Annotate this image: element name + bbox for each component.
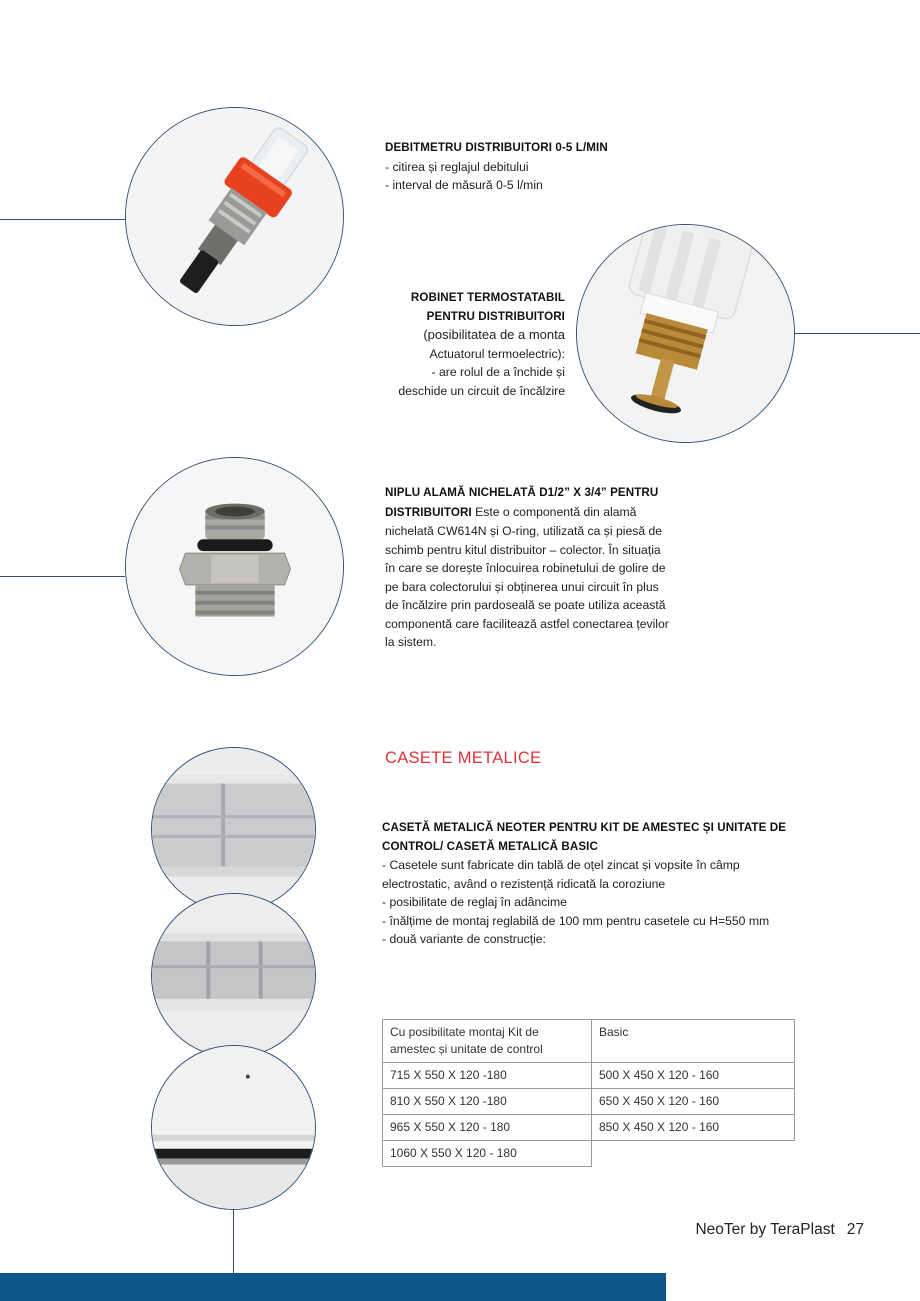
connector-line [0, 219, 125, 220]
section-heading: CASETE METALICE [385, 749, 542, 767]
nipple-line: schimb pentru kitul distribuitor – colector. În situația [385, 542, 661, 557]
metal-box-line: - două variante de construcție: [382, 932, 546, 946]
dimensions-table [382, 1019, 795, 1167]
flowmeter-image [125, 107, 344, 326]
table-cell: 1060 X 550 X 120 - 180 [383, 1141, 592, 1167]
table-row [383, 1089, 795, 1115]
thermostatic-valve-line: Actuatorul termoelectric): [429, 346, 565, 361]
nipple-title: NIPLU ALAMĂ NICHELATĂ D1/2” X 3/4” PENTRU [385, 486, 659, 499]
table-row [383, 1115, 795, 1141]
table-cell: 650 X 450 X 120 - 160 [592, 1089, 795, 1115]
nipple-image [125, 457, 344, 676]
nipple-line: la sistem. [385, 635, 437, 649]
nipple-title-end: DISTRIBUITORI [385, 505, 472, 519]
metal-box-image-2 [151, 893, 316, 1058]
table-cell: 965 X 550 X 120 - 180 [383, 1115, 592, 1141]
table-cell: 715 X 550 X 120 -180 [383, 1063, 592, 1089]
table-row [383, 1020, 795, 1063]
connector-line [795, 333, 920, 334]
flowmeter-line: - citirea și reglajul debitului [385, 159, 529, 174]
table-row [383, 1063, 795, 1089]
flowmeter-line: - interval de măsură 0-5 l/min [385, 178, 543, 192]
table-row [383, 1141, 795, 1167]
nipple-description [385, 484, 669, 652]
nipple-line: de încălzire prin pardoseală se poate utiliza această [385, 598, 666, 612]
nipple-line: pe bara colectorului și obținerea unui circuit în plus [385, 579, 659, 594]
thermostatic-valve-line: deschide un circuit de încălzire [398, 383, 565, 398]
nipple-line: nichelată CW614N și O-ring, utilizată ca și piesă de [385, 524, 663, 538]
metal-box-title: CONTROL/ CASETĂ METALICĂ BASIC [382, 839, 598, 853]
table-cell: 810 X 550 X 120 -180 [383, 1089, 592, 1115]
metal-box-title: CASETĂ METALICĂ NEOTER PENTRU KIT DE AMESTEC ȘI UNITATE DE [382, 821, 787, 834]
connector-line [0, 576, 125, 577]
thermostatic-valve-line: (posibilitatea de a monta [423, 327, 565, 342]
flowmeter-title: DEBITMETRU DISTRIBUITORI 0-5 L/MIN [385, 141, 608, 154]
metal-box-image-3 [151, 1045, 316, 1210]
nipple-line: în care se dorește înlocuirea robinetului de golire de [385, 561, 666, 575]
page-number: 27 [846, 1221, 864, 1238]
thermostatic-valve-line: - are rolul de a închide și [431, 365, 565, 379]
table-header-cell: Cu posibilitate montaj Kit de amestec și unitate de control [383, 1020, 592, 1063]
metal-box-description [382, 819, 786, 949]
page-footer [695, 1221, 864, 1239]
thermostatic-valve-title: PENTRU DISTRIBUITORI [426, 309, 565, 323]
table-cell: 850 X 450 X 120 - 160 [592, 1115, 795, 1141]
metal-box-line: - înălțime de montaj reglabilă de 100 mm pentru casetele cu H=550 mm [382, 913, 770, 928]
metal-box-line: - Casetele sunt fabricate din tablă de oțel zincat și vopsite în câmp [382, 858, 740, 872]
metal-box-line: electrostatic, având o rezistență ridicată la coroziune [382, 876, 666, 891]
table-cell: 500 X 450 X 120 - 160 [592, 1063, 795, 1089]
thermostatic-valve-description [398, 289, 565, 400]
metal-box-line: - posibilitate de reglaj în adâncime [382, 895, 567, 909]
metal-box-image-1 [151, 747, 316, 912]
thermostatic-valve-image [576, 224, 795, 443]
flowmeter-description [385, 139, 608, 195]
thermostatic-valve-title: ROBINET TERMOSTATABIL [410, 291, 565, 304]
table-header-cell: Basic [592, 1020, 795, 1063]
footer-bar [0, 1273, 666, 1301]
nipple-line: Este o componentă din alamă [471, 504, 637, 519]
connector-line [233, 1210, 234, 1273]
footer-brand: NeoTer by TeraPlast [695, 1221, 835, 1238]
nipple-line: componentă care facilitează astfel conectarea țevilor [385, 616, 669, 631]
table-empty-cell [592, 1141, 795, 1167]
